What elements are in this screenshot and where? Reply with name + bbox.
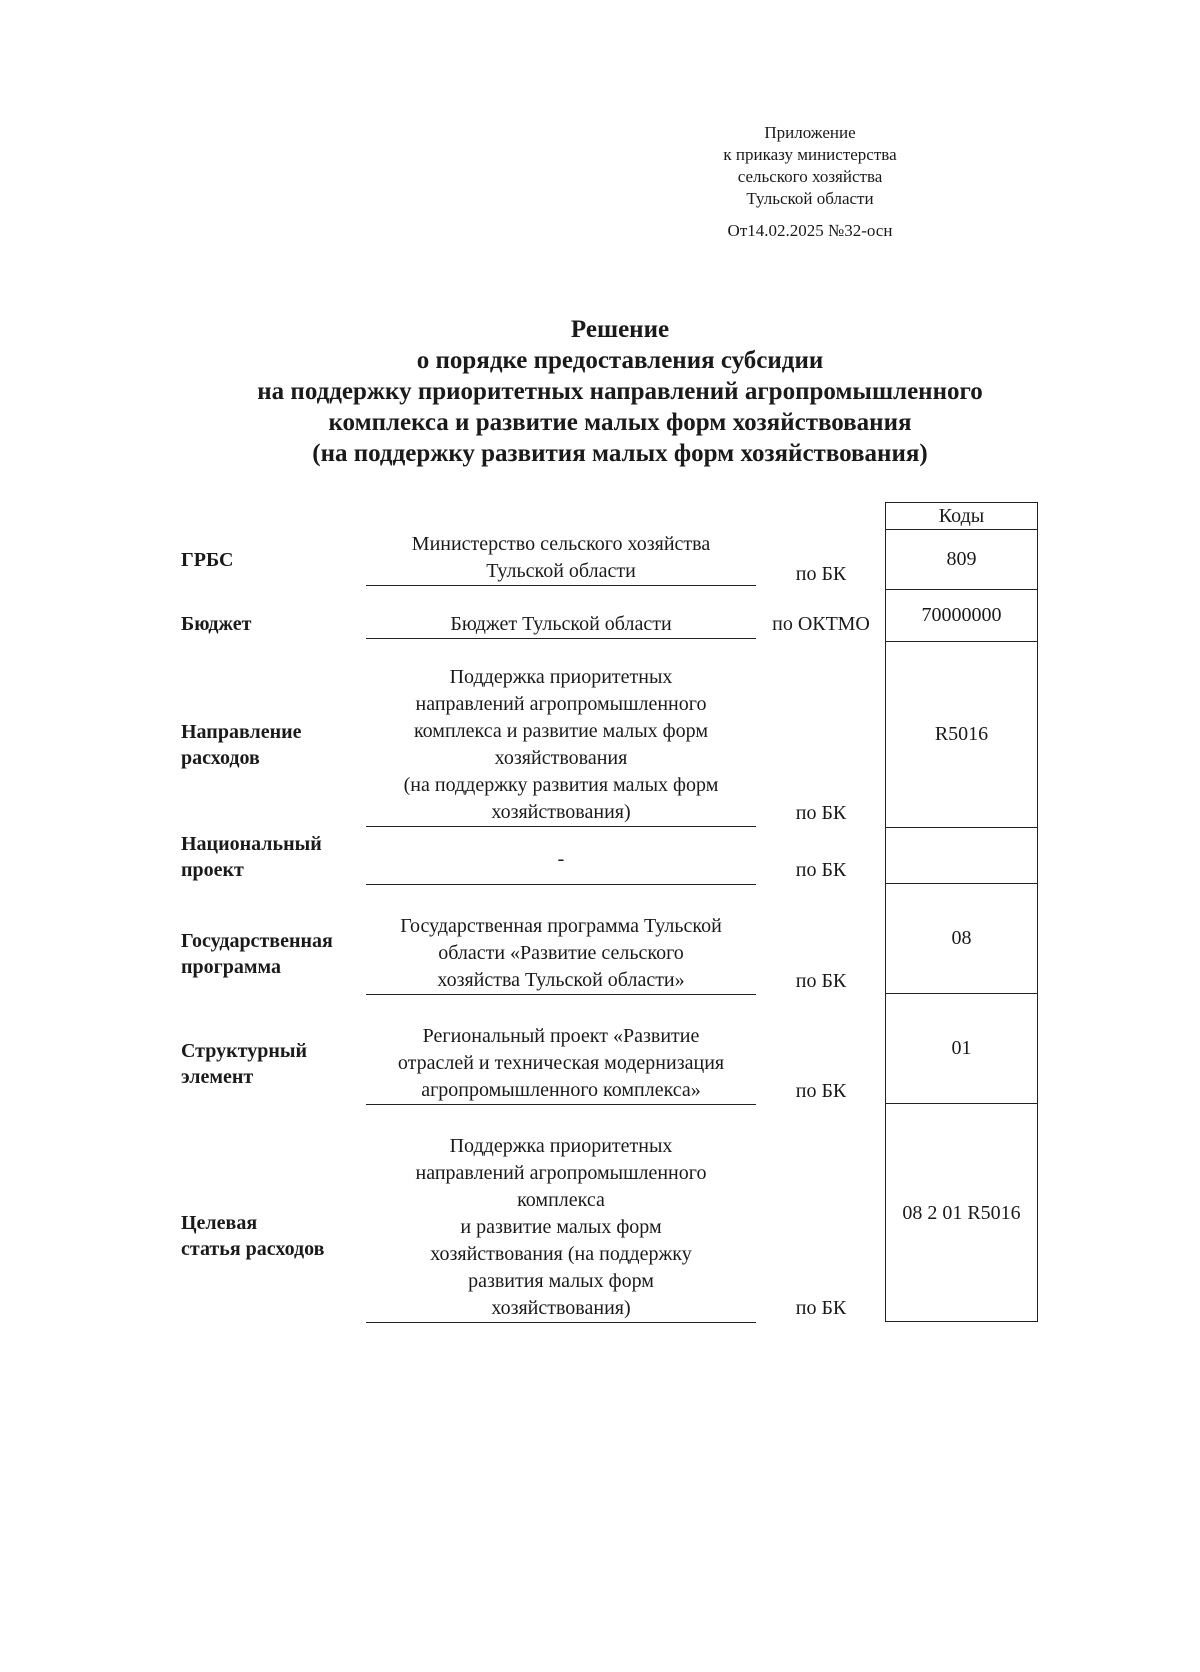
row-suffix-target-item: по БК bbox=[795, 1297, 847, 1319]
row-suffix-direction: по БК bbox=[795, 802, 847, 824]
row-desc-state-program: Государственная программа Тульской области «Развитие сельского хозяйства Тульской области» bbox=[366, 913, 756, 995]
title-line: о порядке предоставления субсидии bbox=[416, 347, 824, 374]
row-desc-grbs: Министерство сельского хозяйства Тульской области bbox=[366, 531, 756, 586]
code-cell-direction: R5016 bbox=[885, 642, 1038, 828]
code-cell-national-project bbox=[885, 828, 1038, 884]
row-suffix-state-program: по БК bbox=[795, 970, 847, 992]
title-line: комплекса и развитие малых форм хозяйствования bbox=[328, 409, 912, 436]
title-line: на поддержку приоритетных направлений агропромышленного bbox=[257, 378, 983, 405]
appendix-line: Тульской области bbox=[746, 189, 874, 208]
appendix-line: Приложение bbox=[764, 123, 856, 142]
code-cell-grbs: 809 bbox=[885, 530, 1038, 590]
title-line: (на поддержку развития малых форм хозяйствования) bbox=[312, 440, 928, 467]
order-number: От14.02.2025 №32-осн bbox=[727, 221, 893, 240]
code-cell-structural-element: 01 bbox=[885, 994, 1038, 1104]
appendix-line: к приказу министерства bbox=[723, 145, 897, 164]
appendix-line: сельского хозяйства bbox=[737, 167, 883, 186]
row-desc-national-project: - bbox=[366, 846, 756, 885]
row-label-target-item: Целевая статья расходов bbox=[181, 1212, 325, 1260]
row-desc-target-item: Поддержка приоритетных направлений агропромышленного комплекса и развитие малых форм хозяйствования (на поддержку развития малых форм хозяйствования) bbox=[366, 1133, 756, 1323]
row-suffix-budget: по ОКТМО bbox=[772, 613, 870, 635]
row-desc-budget: Бюджет Тульской области bbox=[366, 611, 756, 639]
row-suffix-national-project: по БК bbox=[795, 859, 847, 881]
codes-header: Коды bbox=[885, 502, 1038, 530]
code-cell-budget: 70000000 bbox=[885, 590, 1038, 642]
row-label-state-program: Государственная программа bbox=[181, 930, 333, 978]
row-label-structural-element: Структурный элемент bbox=[181, 1040, 307, 1088]
code-cell-state-program: 08 bbox=[885, 884, 1038, 994]
appendix-header bbox=[660, 122, 960, 242]
title-line: Решение bbox=[570, 316, 670, 343]
row-desc-structural-element: Региональный проект «Развитие отраслей и техническая модернизация агропромышленного комплекса» bbox=[366, 1023, 756, 1105]
row-desc-direction: Поддержка приоритетных направлений агропромышленного комплекса и развитие малых форм хозяйствования (на поддержку развития малых форм хозяйствования) bbox=[366, 664, 756, 827]
row-suffix-structural-element: по БК bbox=[795, 1080, 847, 1102]
document-title bbox=[100, 314, 1140, 469]
row-label-national-project: Национальный проект bbox=[181, 833, 322, 881]
row-label-direction: Направление расходов bbox=[181, 721, 302, 769]
code-cell-target-item: 08 2 01 R5016 bbox=[902, 1201, 1021, 1224]
row-suffix-grbs: по БК bbox=[795, 563, 847, 585]
row-label-budget: Бюджет bbox=[181, 613, 252, 635]
row-label-grbs: ГРБС bbox=[181, 549, 234, 571]
